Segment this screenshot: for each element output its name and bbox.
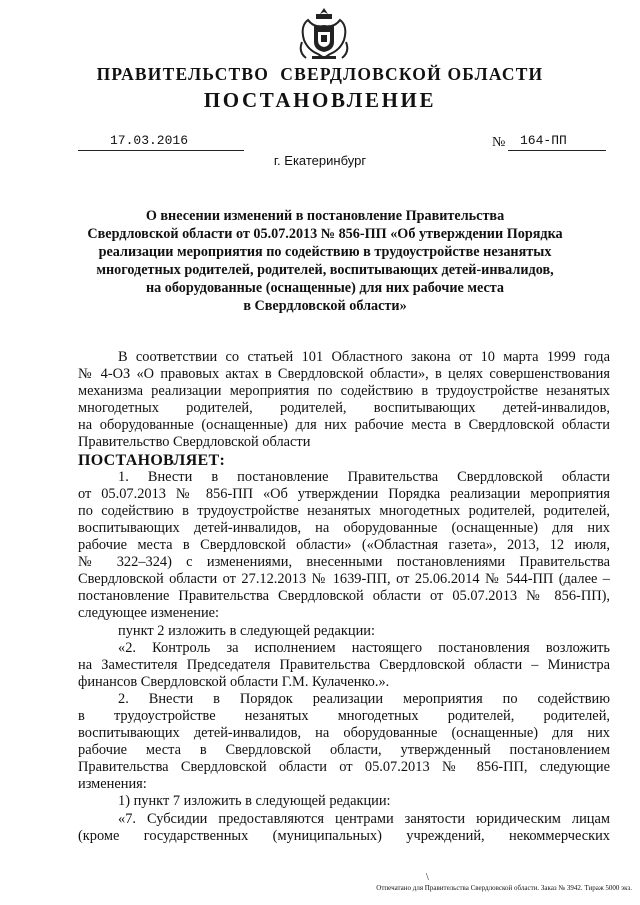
text-line: № 4-ОЗ «О правовых актах в Свердловской области», в целях совершенствования (78, 366, 610, 383)
title-line: О внесении изменений в постановление Правительства (145, 208, 505, 224)
text-line: Правительство Свердловской области (78, 434, 311, 451)
print-imprint: Отпечатано для Правительства Свердловской области. Заказ № 3942. Тираж 5000 экз. (376, 884, 632, 892)
text-line: рабочие места в Свердловской области, утвержденный постановлением (78, 742, 610, 759)
document-title (70, 207, 580, 315)
text-line: Правительства Свердловской области от 05.07.2013 № 856-ПП, следующие (78, 759, 610, 776)
text-line: на оборудованные (оснащенные) для них рабочие места в Свердловской области (78, 417, 610, 434)
item-1-paragraph (78, 469, 610, 623)
title-line: Свердловской области от 05.07.2013 № 856-ПП «Об утверждении Порядка (87, 226, 563, 242)
document-date: 17.03.2016 (110, 133, 189, 148)
title-line: реализации мероприятия по содействию в трудоустройстве незанятых (98, 244, 552, 260)
text-line: по содействию в трудоустройстве незанятых многодетных родителей, родителей, (78, 502, 610, 519)
text-line: от 05.07.2013 № 856-ПП «Об утверждении Порядка реализации мероприятия (78, 485, 610, 502)
city-name: г. Екатеринбург (273, 153, 367, 168)
government-name: ПРАВИТЕЛЬСТВО СВЕРДЛОВСКОЙ ОБЛАСТИ (96, 64, 544, 84)
text-line: 2. Внести в Порядок реализации мероприятия по содействию (118, 690, 610, 707)
coat-of-arms-emblem (298, 6, 350, 62)
document-type: ПОСТАНОВЛЕНИЕ (203, 88, 437, 112)
text-line: 1. Внести в постановление Правительства Свердловской области (118, 468, 610, 485)
number-underline (508, 150, 606, 151)
text-line: многодетных родителей, родителей, воспитывающих детей-инвалидов, (78, 400, 610, 417)
title-line: многодетных родителей, родителей, воспитывающих детей-инвалидов, (96, 262, 554, 278)
date-underline (78, 150, 244, 151)
text-line: изменения: (78, 776, 147, 793)
title-line: на оборудованные (оснащенные) для них рабочие места (145, 280, 505, 296)
resolves-heading: ПОСТАНОВЛЯЕТ: (78, 451, 226, 469)
text-line: постановление Правительства Свердловской области от 05.07.2013 № 856-ПП), (78, 588, 610, 605)
item-2-subpoint: 1) пункт 7 изложить в следующей редакции: (118, 793, 391, 810)
text-line: «7. Субсидии предоставляются центрами занятости юридическим лицам (118, 810, 610, 827)
item-1-quote (78, 640, 610, 691)
number-sign: № (492, 135, 506, 150)
title-line: в Свердловской области» (243, 298, 407, 314)
text-line: В соответствии со статьей 101 Областного закона от 10 марта 1999 года (118, 349, 610, 365)
text-line: финансов Свердловской области Г.М. Кулаченко.». (78, 673, 390, 690)
item-1-subpoint: пункт 2 изложить в следующей редакции: (118, 622, 375, 639)
preamble-paragraph (78, 349, 610, 452)
text-line: воспитывающих детей-инвалидов, на оборудованные (оснащенные) для них (78, 519, 610, 536)
scan-mark: \ (426, 872, 429, 883)
text-line: механизма реализации мероприятия по содействию в трудоустройстве незанятых (78, 383, 610, 400)
item-2-paragraph (78, 691, 610, 794)
text-line: рабочие места в Свердловской области» («Областная газета», 2013, 12 июля, (78, 537, 610, 554)
text-line: на Заместителя Председателя Правительства Свердловской области – Министра (78, 656, 610, 673)
document-body (78, 349, 610, 845)
text-line: в трудоустройстве незанятых многодетных родителей, родителей, (78, 707, 610, 724)
text-line: (кроме государственных (муниципальных) учреждений, некоммерческих (78, 827, 610, 844)
text-line: воспитывающих детей-инвалидов, на оборудованные (оснащенные) для них (78, 725, 610, 742)
text-line: «2. Контроль за исполнением настоящего постановления возложить (118, 639, 610, 656)
document-number: 164-ПП (520, 133, 567, 148)
text-line: Свердловской области от 27.12.2013 № 1639-ПП, от 25.06.2014 № 544-ПП (далее – (78, 571, 610, 588)
item-2-quote (78, 811, 610, 845)
text-line: следующее изменение: (78, 605, 220, 622)
text-line: № 322–324) с изменениями, внесенными постановлениями Правительства (78, 554, 610, 571)
